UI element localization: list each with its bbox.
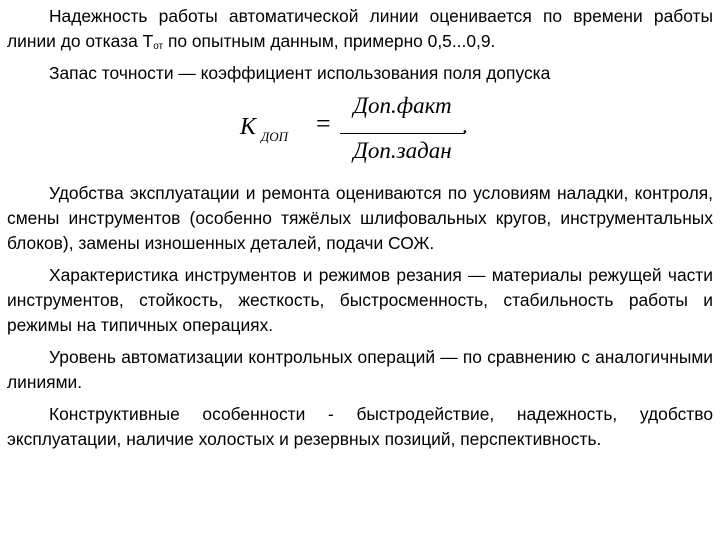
paragraph-automation: Уровень автоматизации контрольных операций — по сравнению с аналогичными линиями. — [7, 347, 713, 392]
paragraph-design: Конструктивные особенности - быстродействие, надежность, удобство эксплуатации, наличие холостых и резервных позиций, перспективность. — [7, 404, 713, 449]
formula-symbol: K — [240, 114, 257, 140]
reliability-text-before: Надежность работы автоматической линии оценивается по времени работы линии до отказа Т — [7, 6, 713, 51]
formula-fraction-bar — [340, 133, 465, 134]
paragraph-reliability — [7, 4, 713, 54]
reliability-text-after: по опытным данным, примерно 0,5...0,9. — [163, 31, 496, 51]
paragraph-tools: Характеристика инструментов и режимов резания — материалы режущей части инструментов, стойкость, жесткость, быстросменность, стабильность работы и режимы на типичных операциях. — [7, 265, 713, 335]
document-page — [7, 4, 713, 459]
formula-equals-sign: = — [316, 109, 331, 138]
paragraph-convenience: Удобства эксплуатации и ремонта оцениваются по условиям наладки, контроля, смены инструментов (особенно тяжёлых шлифовальных кругов, инструментальных блоков), замены изношенных деталей, подачи СОЖ. — [7, 183, 713, 253]
formula-denominator: Доп.задан — [353, 138, 452, 163]
formula-subscript: ДОП — [261, 129, 289, 144]
formula-tolerance-coefficient — [7, 93, 713, 179]
paragraph-accuracy: Запас точности — коэффициент использования поля допуска — [49, 63, 551, 83]
formula-terminator: . — [462, 113, 468, 138]
formula-numerator: Доп.факт — [353, 93, 452, 118]
reliability-subscript: от — [153, 41, 164, 52]
